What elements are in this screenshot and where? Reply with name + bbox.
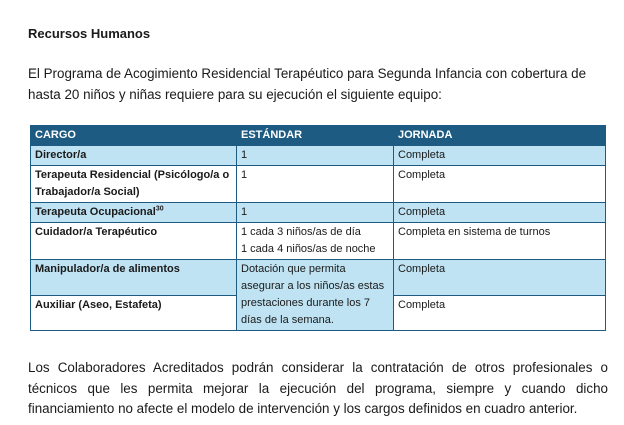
table-row	[31, 260, 606, 296]
jornada-cell: Completa	[394, 166, 606, 203]
header-cargo: CARGO	[31, 126, 237, 146]
cargo-cell: Manipulador/a de alimentos	[31, 260, 237, 296]
table-row	[31, 146, 606, 166]
cargo-cell: Terapeuta Residencial (Psicólogo/a o Trabajador/a Social)	[31, 166, 237, 203]
jornada-cell: Completa en sistema de turnos	[394, 223, 606, 260]
table-row	[31, 203, 606, 223]
estandar-cell	[237, 223, 394, 260]
cargo-cell: Cuidador/a Terapéutico	[31, 223, 237, 260]
cargo-cell	[31, 203, 237, 223]
estandar-line: 1 cada 3 niños/as de día	[241, 226, 361, 238]
estandar-cell: 1	[237, 203, 394, 223]
estandar-merged-cell: Dotación que permita asegurar a los niños/as estas prestaciones durante los 7 días de la semana.	[237, 260, 394, 331]
jornada-cell: Completa	[394, 203, 606, 223]
intro-paragraph: El Programa de Acogimiento Residencial Terapéutico para Segunda Infancia con cobertura de hasta 20 niños y niñas requiere para su ejecución el siguiente equipo:	[28, 66, 587, 102]
staff-table	[30, 125, 606, 331]
estandar-cell: 1	[237, 166, 394, 203]
jornada-cell: Completa	[394, 260, 606, 296]
estandar-line: 1 cada 4 niños/as de noche	[241, 243, 376, 255]
estandar-cell: 1	[237, 146, 394, 166]
jornada-cell: Completa	[394, 146, 606, 166]
table-row	[31, 166, 606, 203]
cargo-label: Terapeuta Ocupacional	[35, 206, 156, 218]
cargo-cell: Director/a	[31, 146, 237, 166]
section-title: Recursos Humanos	[28, 26, 151, 41]
jornada-cell: Completa	[394, 295, 606, 331]
cargo-cell: Auxiliar (Aseo, Estafeta)	[31, 295, 237, 331]
footnote-marker: 30	[155, 205, 164, 213]
header-jornada: JORNADA	[394, 126, 606, 146]
table-row	[31, 223, 606, 260]
table-header-row	[31, 126, 606, 146]
header-estandar: ESTÁNDAR	[237, 126, 394, 146]
closing-paragraph: Los Colaboradores Acreditados podrán considerar la contratación de otros profesionales o técnicos que les permita mejorar la ejecución del programa, siempre y cuando dicho financiamiento no afecte el modelo de intervención y los cargos definidos en cuadro anterior.	[28, 360, 608, 416]
